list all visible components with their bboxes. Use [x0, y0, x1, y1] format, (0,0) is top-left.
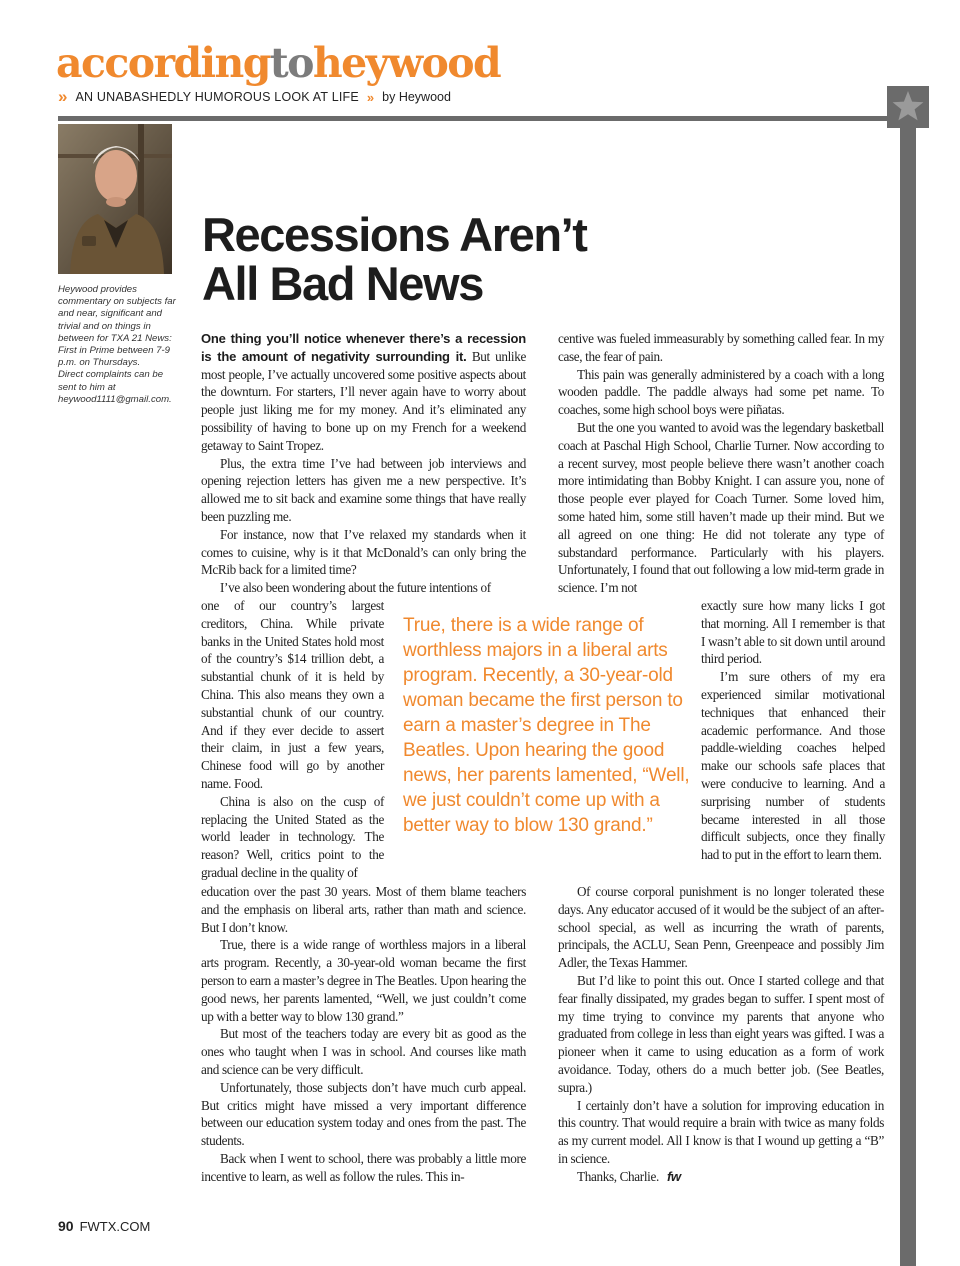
tagline-text: AN UNABASHEDLY HUMOROUS LOOK AT LIFE: [75, 90, 359, 104]
section-logo: [56, 34, 500, 92]
body-paragraph: education over the past 30 years. Most of them blame teachers and the emphasis on liberal arts, rather than math and science. But I don’t know.: [201, 884, 526, 935]
lede-rest: But unlike most people, I’ve actually uncovered some positive aspects about the downturn. For starters, I’ll never again have to worry about people just liking me for my money. And it’s eliminated any possibility of having to bone up on my French for a weekend getaway to Saint Tropez.: [201, 348, 526, 453]
body-paragraph: China is also on the cusp of replacing the United Stated as the world leader in technology. The reason? Well, critics point to the gradual decline in the quality of: [201, 793, 384, 880]
lede-paragraph: [201, 330, 526, 455]
body-paragraph: But most of the teachers today are every bit as good as the ones who taught when I was in school. And courses like math and science can be very difficult.: [201, 1026, 526, 1077]
body-paragraph: Plus, the extra time I’ve had between job interviews and opening rejection letters has given me a new perspective. It’s allowed me to sit back and examine some things that have really been puzzling me.: [201, 455, 526, 524]
body-paragraph: True, there is a wide range of worthless majors in a liberal arts program. Recently, a 30-year-old woman became the first person to earn a master’s degree in The Beatles. Upon hearing the good news, her parents lamented, “Well, we just couldn’t come up with a better way to blow 130 grand.”: [201, 937, 526, 1024]
column-2-narrow: [701, 597, 885, 864]
body-paragraph: exactly sure how many licks I got that morning. All I remember is that I wasn’t able to sit down until around third period.: [701, 598, 885, 667]
column-1-top: [201, 330, 526, 597]
page-number: 90: [58, 1218, 74, 1234]
body-paragraph: I’m sure others of my era experienced similar motivational techniques that enhanced their academic performance. And those paddle-wielding coaches helped make our schools safe places that were conducive to learning. And a surprising number of students became interested in all those difficult subjects, once they finally had to put in the effort to learn them.: [701, 669, 885, 863]
body-paragraph: But I’d like to point this out. Once I started college and that fear finally dissipated, my grades began to suffer. I spent most of my time trying to convince my parents that anyone who graduated from college in less than eight years was gifted. I was a pioneer when it came to using education as a form of work avoidance. Today, others do a much better job. (See Beatles, supra.): [558, 972, 884, 1095]
caption-contact: Direct complaints can be sent to him at heywood1111@gmail.com.: [58, 369, 172, 405]
body-paragraph: But the one you wanted to avoid was the legendary basketball coach at Paschal High School, Charlie Turner. Now according to a recent survey, most people believe there wasn’t another coach more intimidating than Bobby Knight. I can assure you, none of those people ever played for Coach Turner. Some loved him, some hated him, some still haven’t made up their mind. But we all agreed on one thing: He did not tolerate any type of substandard performance. Particularly with his players. Unfortunately, I found that out following a low mid-term grade in science. I’m not: [558, 419, 884, 596]
section-tagline: [58, 86, 451, 108]
lede-text: One thing you’ll notice whenever there’s a recession is the amount of negativity surrounding it.: [201, 331, 526, 364]
signoff-text: Thanks, Charlie.: [577, 1168, 659, 1184]
author-photo: [58, 124, 172, 274]
double-chevron-icon: »: [58, 87, 68, 106]
body-paragraph: Of course corporal punishment is no longer tolerated these days. Any educator accused of it would be the subject of an after-school special, as well as incurring the wrath of parents, principals, the ACLU, Sean Penn, Greenpeace and possibly Jim Adler, the Texas Hammer.: [558, 884, 884, 971]
side-bar: [900, 90, 916, 1266]
body-paragraph: I certainly don’t have a solution for improving education in this country. That would require a brain with twice as many folds as my current model. All I know is that I wound up getting a “B” in science.: [558, 1097, 884, 1166]
body-paragraph: This pain was generally administered by a coach with a long wooden paddle. The paddle always had some pet name. To coaches, some high school boys were piñatas.: [558, 366, 884, 418]
end-mark-logo: fw: [666, 1168, 681, 1184]
headline-line-2: All Bad News: [202, 257, 483, 310]
body-paragraph: Back when I went to school, there was probably a little more incentive to learn, as well as follow the rules. This in-: [201, 1150, 526, 1184]
star-icon: [887, 86, 929, 128]
logo-word-according: according: [56, 39, 270, 87]
column-1-narrow: [201, 597, 384, 882]
site-name: FWTX.COM: [79, 1219, 151, 1234]
body-paragraph: centive was fueled immeasurably by something called fear. In my case, the fear of pain.: [558, 331, 884, 364]
body-paragraph: For instance, now that I’ve relaxed my standards when it comes to cuisine, why is it that McDonald’s can only bring the McRib back for a limited time?: [201, 526, 526, 578]
body-paragraph: I’ve also been wondering about the future intentions of: [220, 580, 491, 596]
author-caption: [58, 284, 180, 406]
logo-word-heywood: heywood: [312, 39, 501, 87]
body-paragraph: Unfortunately, those subjects don’t have much curb appeal. But critics might have missed a very important difference between our education system today and ones from the past. The students.: [201, 1079, 526, 1149]
header-rule: [58, 116, 908, 121]
column-1-bottom: [201, 883, 526, 1186]
double-chevron-icon: »: [366, 89, 375, 105]
logo-word-to: to: [269, 39, 313, 87]
column-2-top: [558, 330, 884, 597]
caption-bio: Heywood provides commentary on subjects far and near, significant and trivial and on things in between for TXA 21 News: First in Prime between 7-9 p.m. on Thursdays.: [58, 284, 176, 369]
body-paragraph: one of our country’s largest creditors, China. While private banks in the United States hold most of the country’s $14 trillion debt, a substantial chunk of it is held by China. This also means they own a substantial chunk of our country. And if they ever decide to assert their claim, in just a few years, Chinese food will go by another name. Food.: [201, 598, 384, 791]
headline-line-1: Recessions Aren’t: [202, 208, 587, 261]
pull-quote: [403, 613, 693, 838]
page-folio: [58, 1218, 150, 1234]
byline: by Heywood: [382, 90, 451, 104]
article-headline: [202, 210, 722, 308]
column-2-bottom: [558, 883, 884, 1186]
pull-quote-text: True, there is a wide range of worthless majors in a liberal arts program. Recently, a 30-year-old woman became the first person to earn a master’s degree in The Beatles. Upon hearing the good news, her parents lamented, “Well, we just couldn’t come up with a better way to blow 130 grand.”: [403, 615, 690, 836]
signoff-paragraph: [558, 1168, 884, 1186]
